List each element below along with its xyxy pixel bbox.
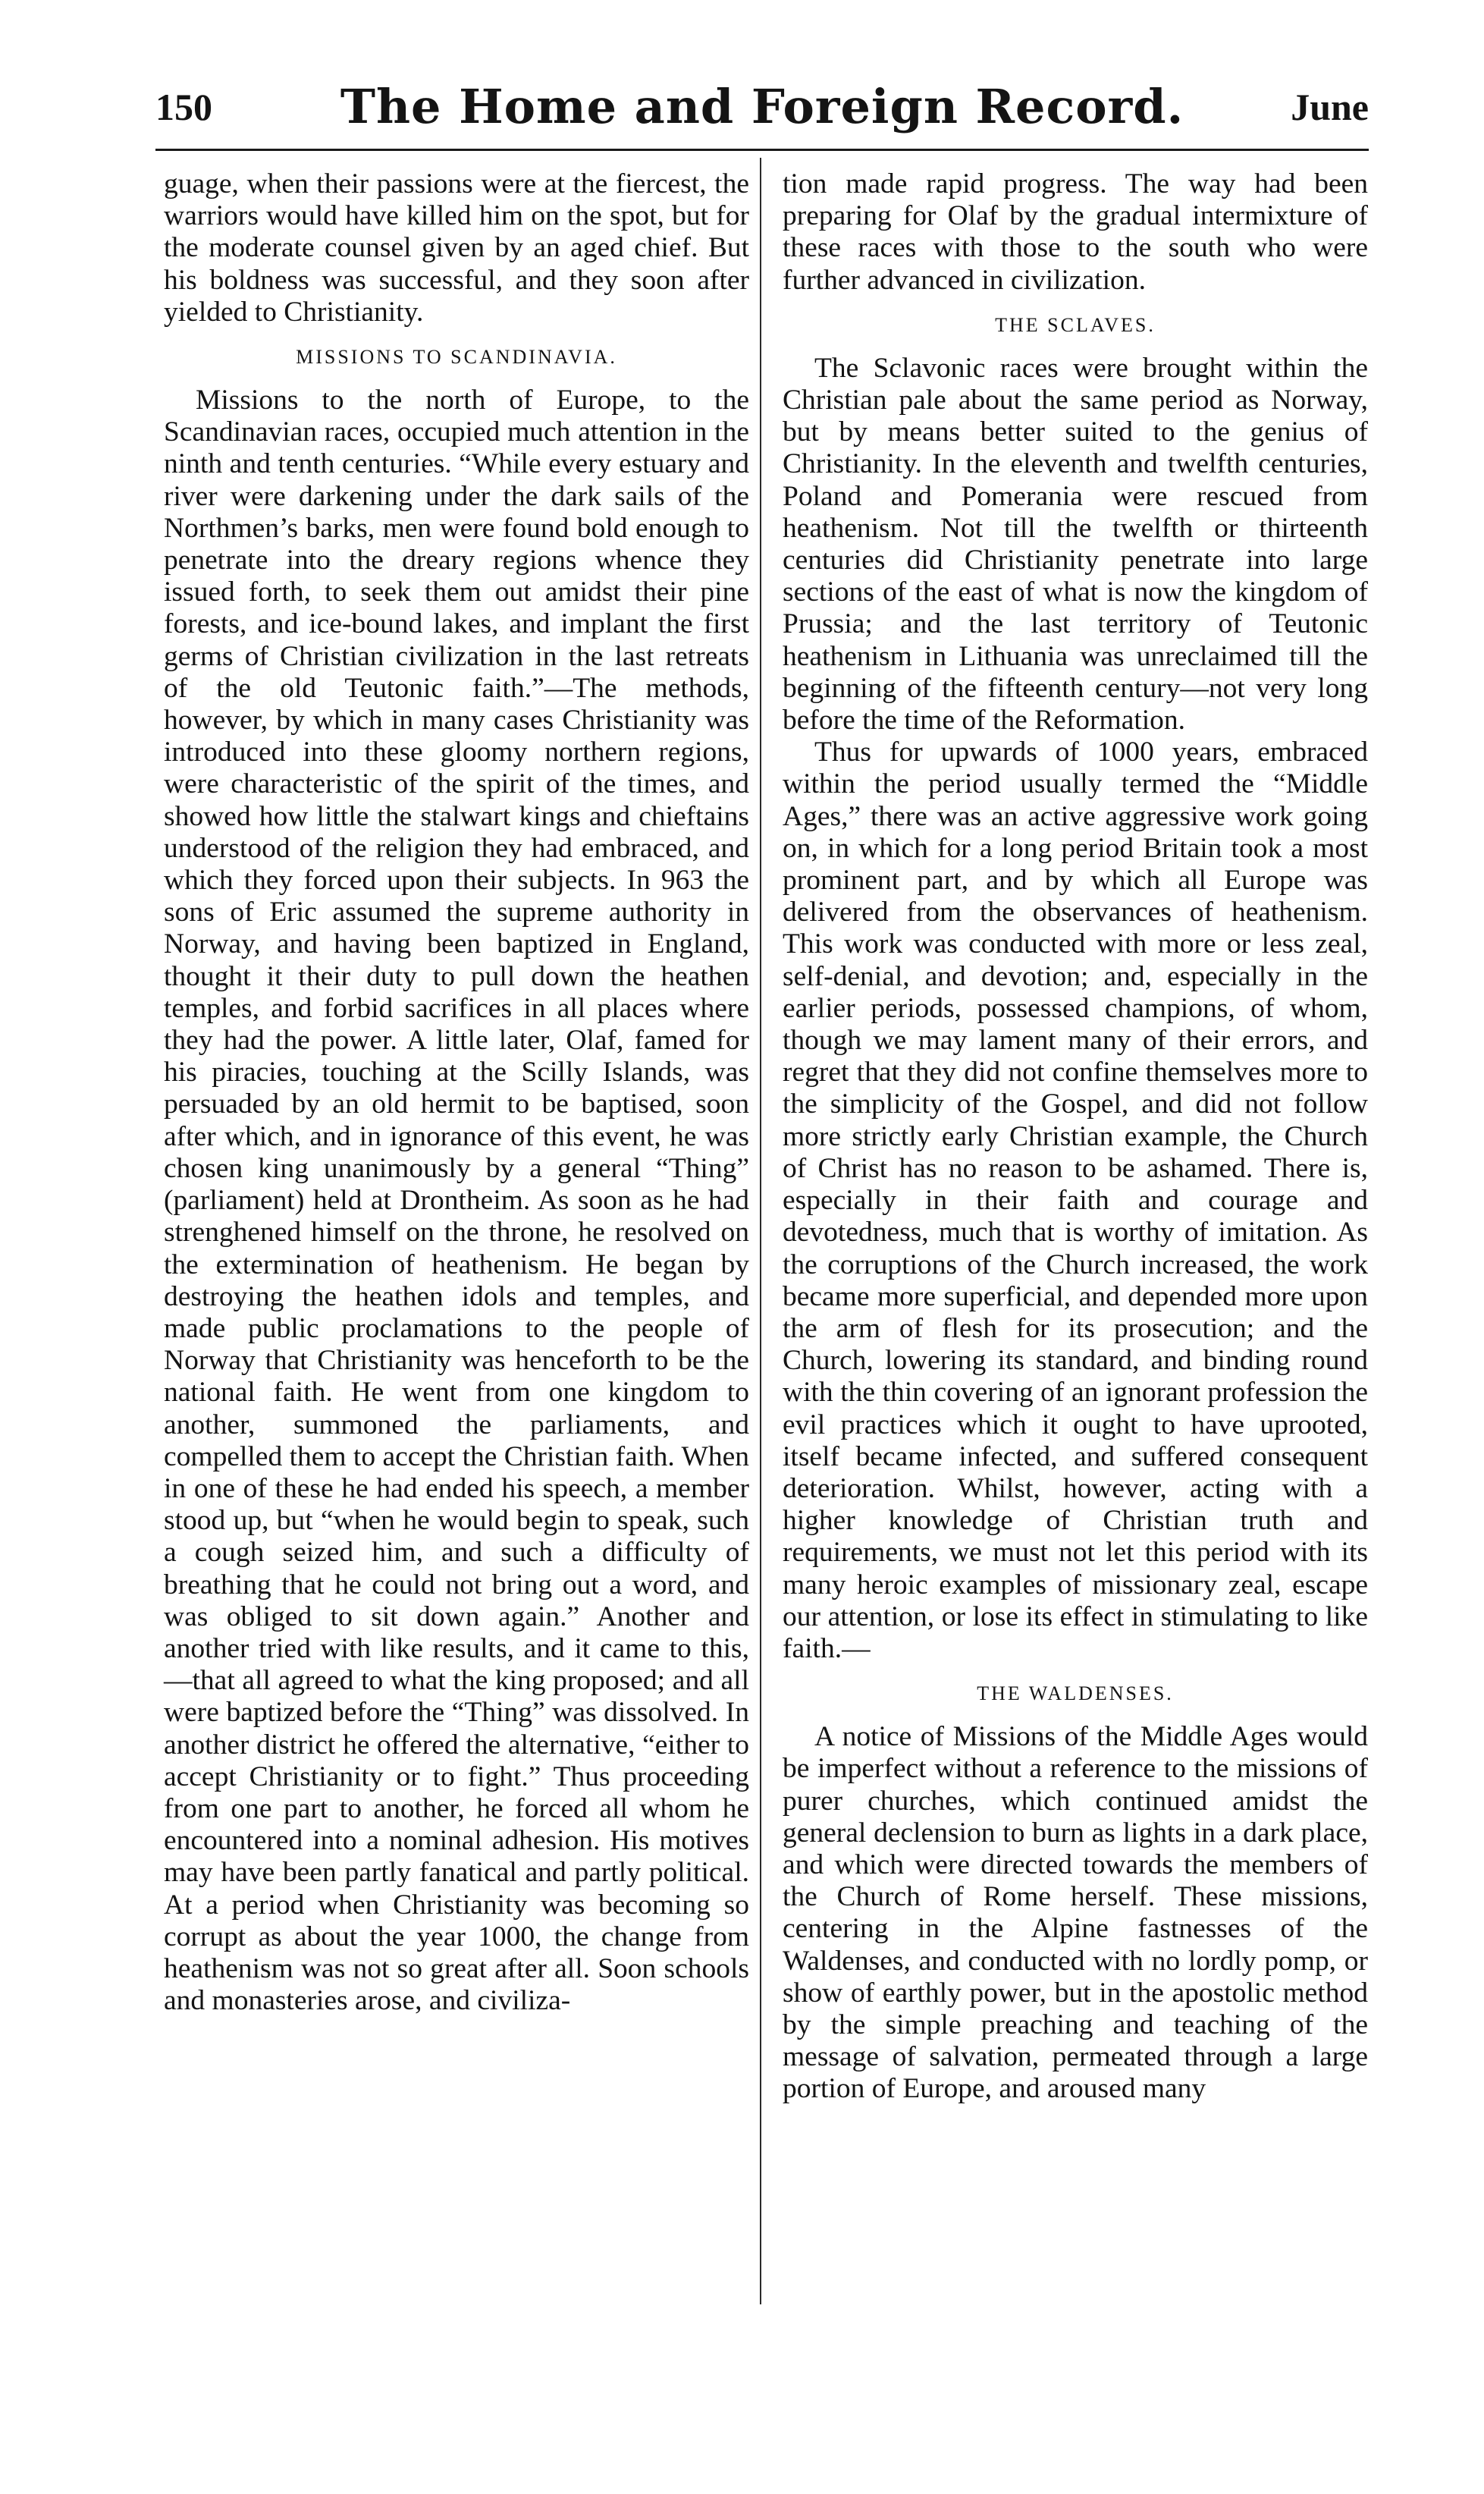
paragraph: The Sclavonic races were brought within the Christian pale about the same period as Norway, but by means better suited to the genius of Christianity. In the eleventh and twelfth centuries, Poland and Pomerania were rescued from heathenism. Not till the twelfth or thirteenth centuries did Christianity penetrate into large sections of the east of what is now the kingdom of Prussia; and the last territory of Teutonic heathenism in Lithuania was unreclaimed till the beginning of the fifteenth century—not very long before the time of the Reformation.: [783, 352, 1368, 737]
right-column: [783, 168, 1368, 2106]
paragraph: guage, when their passions were at the fiercest, the warriors would have killed him on the spot, but for the moderate counsel given by an aged chief. But his boldness was successful, and they soon after yielded to Christianity.: [164, 168, 749, 328]
header-rule: [155, 149, 1369, 151]
section-heading-waldenses: THE WALDENSES.: [977, 1682, 1174, 1705]
paragraph: A notice of Missions of the Middle Ages would be imperfect without a reference to the missions of purer churches, which continued amidst the general declension to burn as lights in a dark place, and which were directed towards the members of the Church of Rome herself. These missions, centering in the Alpine fastnesses of the Waldenses, and conducted with no lordly pomp, or show of earthly power, but in the apostolic method by the simple preaching and teaching of the message of salvation, permeated through a large portion of Europe, and aroused many: [783, 1721, 1368, 2105]
column-divider: [760, 158, 761, 2304]
journal-title: The Home and Foreign Record.: [340, 79, 1184, 134]
paragraph: tion made rapid progress. The way had been preparing for Olaf by the gradual intermixture of these races with those to the south who were further advanced in civilization.: [783, 168, 1368, 296]
paragraph: Thus for upwards of 1000 years, embraced within the period usually termed the “Middle Ages,” there was an active aggressive work going on, in which for a long period Britain took a most prominent part, and by which all Europe was delivered from the observances of heathenism. This work was conducted with more or less zeal, self-denial, and devotion; and, especially in the earlier periods, possessed champions, of whom, though we may lament many of their errors, and regret that they did not confine themselves more to the simplicity of the Gospel, and did not follow more strictly early Christian example, the Church of Christ has no reason to be ashamed. There is, especially in their faith and courage and devotedness, much that is worthy of imitation. As the corruptions of the Church increased, the work became more superficial, and depended more upon the arm of flesh for its prosecution; and the Church, lowering its standard, and binding round with the thin covering of an ignorant profession the evil practices which it ought to have uprooted, itself became infected, and suffered consequent deterioration. Whilst, however, acting with a higher knowledge of Christian truth and requirements, we must not let this period with its many heroic examples of missionary zeal, escape our attention, or lose its effect in stimulating to like faith.—: [783, 737, 1368, 1664]
page-number: 150: [155, 86, 212, 128]
section-heading-sclaves: THE SCLAVES.: [995, 313, 1156, 336]
left-column: [164, 168, 749, 2017]
issue-month: June: [1291, 86, 1369, 128]
paragraph: Missions to the north of Europe, to the Scandinavian races, occupied much attention in the ninth and tenth centuries. “While every estuary and river were darkening under the dark sails of the Northmen’s barks, men were found bold enough to penetrate into the dreary regions whence they issued forth, to seek them out amidst their pine forests, and ice-bound lakes, and implant the first germs of Christian civilization in the last retreats of the old Teutonic faith.”—The methods, however, by which in many cases Christianity was introduced into these gloomy northern regions, were characteristic of the spirit of the times, and showed how little the stalwart kings and chieftains understood of the religion they had embraced, and which they forced upon their subjects. In 963 the sons of Eric assumed the supreme authority in Norway, and having been baptized in England, thought it their duty to pull down the heathen temples, and forbid sacrifices in all places where they had the power. A little later, Olaf, famed for his piracies, touching at the Scilly Islands, was persuaded by an old hermit to be baptised, soon after which, and in ignorance of this event, he was chosen king unanimously by a general “Thing” (parliament) held at Drontheim. As soon as he had strenghened himself on the throne, he resolved on the extermination of heathenism. He began by destroying the heathen idols and temples, and made public proclamations to the people of Norway that Christianity was henceforth to be the national faith. He went from one kingdom to another, summoned the parliaments, and compelled them to accept the Christian faith. When in one of these he had ended his speech, a member stood up, but “when he would begin to speak, such a cough seized him, and such a difficulty of breathing that he could not bring out a word, and was obliged to sit down again.” Another and another tried with like results, and it came to this,—that all agreed to what the king proposed; and all were baptized before the “Thing” was dissolved. In another district he offered the alternative, “either to accept Christianity or to fight.” Thus proceeding from one part to another, he forced all whom he encountered into a nominal adhesion. His motives may have been partly fanatical and partly political. At a period when Christianity was becoming so corrupt as about the year 1000, the change from heathenism was not so great after all. Soon schools and monasteries arose, and civiliza-: [164, 385, 749, 2017]
section-heading-scandinavia: MISSIONS TO SCANDINAVIA.: [296, 346, 617, 369]
running-header: [155, 76, 1369, 144]
